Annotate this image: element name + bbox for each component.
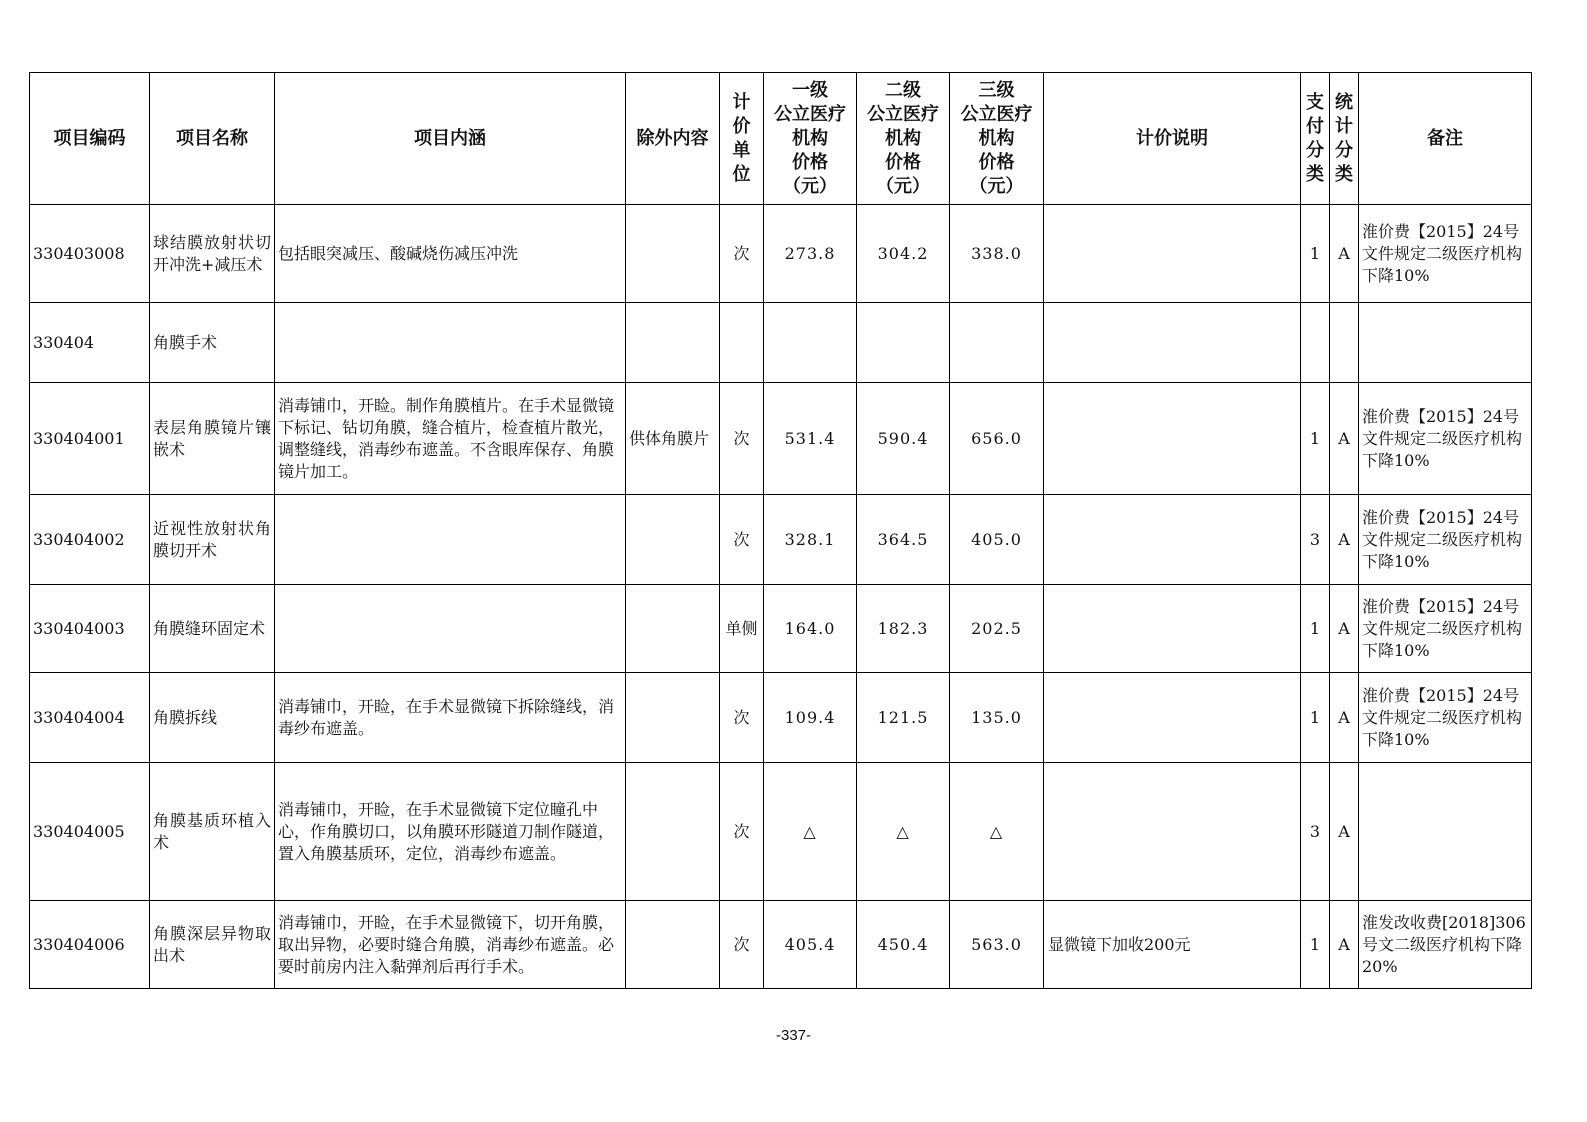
cell-excluded xyxy=(626,901,720,989)
header-price1: 一级 公立医疗 机构 价格 （元） xyxy=(764,73,857,205)
cell-price3: 338.0 xyxy=(950,205,1044,303)
cell-excluded xyxy=(626,303,720,383)
cell-price3 xyxy=(950,303,1044,383)
cell-desc xyxy=(1044,383,1301,495)
cell-content xyxy=(275,495,626,585)
cell-note: 淮价费【2015】24号文件规定二级医疗机构下降10% xyxy=(1359,383,1532,495)
cell-content: 消毒铺巾，开睑。制作角膜植片。在手术显微镜下标记、钻切角膜，缝合植片，检查植片散光，调整缝线，消毒纱布遮盖。不含眼库保存、角膜镜片加工。 xyxy=(275,383,626,495)
cell-note: 淮发改收费[2018]306号文二级医疗机构下降20% xyxy=(1359,901,1532,989)
cell-pay: 1 xyxy=(1301,383,1330,495)
cell-stat: A xyxy=(1330,763,1359,901)
cell-stat: A xyxy=(1330,901,1359,989)
page-number: -337- xyxy=(775,1027,812,1044)
cell-name: 近视性放射状角膜切开术 xyxy=(150,495,275,585)
cell-unit: 次 xyxy=(720,383,764,495)
cell-name: 角膜缝环固定术 xyxy=(150,585,275,673)
header-stat-label: 统计分类 xyxy=(1335,91,1353,185)
cell-code: 330404003 xyxy=(30,585,150,673)
header-price3: 三级 公立医疗 机构 价格 （元） xyxy=(950,73,1044,205)
cell-excluded: 供体角膜片 xyxy=(626,383,720,495)
cell-code: 330404002 xyxy=(30,495,150,585)
cell-price1: 405.4 xyxy=(764,901,857,989)
cell-price3: 405.0 xyxy=(950,495,1044,585)
cell-code: 330404006 xyxy=(30,901,150,989)
price-table xyxy=(29,72,1532,989)
table-row xyxy=(30,303,1532,383)
cell-stat: A xyxy=(1330,205,1359,303)
cell-unit: 次 xyxy=(720,901,764,989)
cell-desc xyxy=(1044,495,1301,585)
cell-price3: 135.0 xyxy=(950,673,1044,763)
cell-price2: 450.4 xyxy=(857,901,950,989)
cell-note: 淮价费【2015】24号文件规定二级医疗机构下降10% xyxy=(1359,585,1532,673)
cell-content xyxy=(275,303,626,383)
cell-price2: 304.2 xyxy=(857,205,950,303)
header-stat xyxy=(1330,73,1359,205)
cell-note xyxy=(1359,303,1532,383)
cell-stat: A xyxy=(1330,585,1359,673)
cell-stat: A xyxy=(1330,495,1359,585)
cell-price3: 202.5 xyxy=(950,585,1044,673)
cell-code: 330404 xyxy=(30,303,150,383)
cell-pay: 1 xyxy=(1301,585,1330,673)
cell-excluded xyxy=(626,495,720,585)
table-row xyxy=(30,205,1532,303)
cell-desc xyxy=(1044,673,1301,763)
cell-price2 xyxy=(857,303,950,383)
cell-name: 球结膜放射状切开冲洗+减压术 xyxy=(150,205,275,303)
cell-desc xyxy=(1044,585,1301,673)
cell-price1 xyxy=(764,303,857,383)
cell-unit: 单侧 xyxy=(720,585,764,673)
cell-name: 角膜手术 xyxy=(150,303,275,383)
cell-price1: 328.1 xyxy=(764,495,857,585)
table-row xyxy=(30,495,1532,585)
header-code: 项目编码 xyxy=(30,73,150,205)
header-note: 备注 xyxy=(1359,73,1532,205)
cell-unit: 次 xyxy=(720,673,764,763)
cell-pay: 1 xyxy=(1301,673,1330,763)
cell-content: 消毒铺巾，开睑，在手术显微镜下定位瞳孔中心，作角膜切口，以角膜环形隧道刀制作隧道，置入角膜基质环，定位，消毒纱布遮盖。 xyxy=(275,763,626,901)
cell-stat xyxy=(1330,303,1359,383)
header-unit xyxy=(720,73,764,205)
cell-content: 包括眼突减压、酸碱烧伤减压冲洗 xyxy=(275,205,626,303)
cell-excluded xyxy=(626,205,720,303)
cell-code: 330404005 xyxy=(30,763,150,901)
table-row xyxy=(30,673,1532,763)
cell-name: 角膜拆线 xyxy=(150,673,275,763)
cell-unit: 次 xyxy=(720,763,764,901)
cell-excluded xyxy=(626,763,720,901)
cell-excluded xyxy=(626,673,720,763)
cell-price2: △ xyxy=(857,763,950,901)
table-row xyxy=(30,901,1532,989)
header-desc: 计价说明 xyxy=(1044,73,1301,205)
header-pay xyxy=(1301,73,1330,205)
table-row xyxy=(30,585,1532,673)
cell-price3: 656.0 xyxy=(950,383,1044,495)
cell-price3: 563.0 xyxy=(950,901,1044,989)
cell-price1: 164.0 xyxy=(764,585,857,673)
cell-pay: 1 xyxy=(1301,205,1330,303)
cell-price2: 364.5 xyxy=(857,495,950,585)
header-content: 项目内涵 xyxy=(275,73,626,205)
cell-price2: 590.4 xyxy=(857,383,950,495)
header-pay-label: 支付分类 xyxy=(1306,91,1324,185)
cell-unit: 次 xyxy=(720,205,764,303)
cell-unit xyxy=(720,303,764,383)
cell-price1: 531.4 xyxy=(764,383,857,495)
cell-price2: 182.3 xyxy=(857,585,950,673)
cell-code: 330404001 xyxy=(30,383,150,495)
cell-desc: 显微镜下加收200元 xyxy=(1044,901,1301,989)
cell-excluded xyxy=(626,585,720,673)
header-unit-label: 计价单位 xyxy=(732,91,751,185)
cell-code: 330404004 xyxy=(30,673,150,763)
table-row xyxy=(30,763,1532,901)
table-row xyxy=(30,383,1532,495)
cell-name: 角膜深层异物取出术 xyxy=(150,901,275,989)
cell-desc xyxy=(1044,303,1301,383)
cell-note xyxy=(1359,763,1532,901)
cell-content xyxy=(275,585,626,673)
cell-desc xyxy=(1044,763,1301,901)
cell-unit: 次 xyxy=(720,495,764,585)
cell-stat: A xyxy=(1330,383,1359,495)
cell-content: 消毒铺巾，开睑，在手术显微镜下，切开角膜，取出异物，必要时缝合角膜，消毒纱布遮盖。必要时前房内注入黏弹剂后再行手术。 xyxy=(275,901,626,989)
cell-code: 330403008 xyxy=(30,205,150,303)
cell-note: 淮价费【2015】24号文件规定二级医疗机构下降10% xyxy=(1359,205,1532,303)
cell-pay: 3 xyxy=(1301,495,1330,585)
cell-name: 角膜基质环植入术 xyxy=(150,763,275,901)
cell-desc xyxy=(1044,205,1301,303)
cell-price1: 109.4 xyxy=(764,673,857,763)
header-name: 项目名称 xyxy=(150,73,275,205)
cell-content: 消毒铺巾，开睑，在手术显微镜下拆除缝线，消毒纱布遮盖。 xyxy=(275,673,626,763)
header-row xyxy=(30,73,1532,205)
table-body xyxy=(30,205,1532,989)
header-price2: 二级 公立医疗 机构 价格 （元） xyxy=(857,73,950,205)
cell-name: 表层角膜镜片镶嵌术 xyxy=(150,383,275,495)
cell-price2: 121.5 xyxy=(857,673,950,763)
cell-note: 淮价费【2015】24号文件规定二级医疗机构下降10% xyxy=(1359,673,1532,763)
cell-price1: 273.8 xyxy=(764,205,857,303)
cell-pay: 1 xyxy=(1301,901,1330,989)
cell-price3: △ xyxy=(950,763,1044,901)
cell-note: 淮价费【2015】24号文件规定二级医疗机构下降10% xyxy=(1359,495,1532,585)
header-excluded: 除外内容 xyxy=(626,73,720,205)
cell-pay xyxy=(1301,303,1330,383)
cell-price1: △ xyxy=(764,763,857,901)
cell-pay: 3 xyxy=(1301,763,1330,901)
cell-stat: A xyxy=(1330,673,1359,763)
